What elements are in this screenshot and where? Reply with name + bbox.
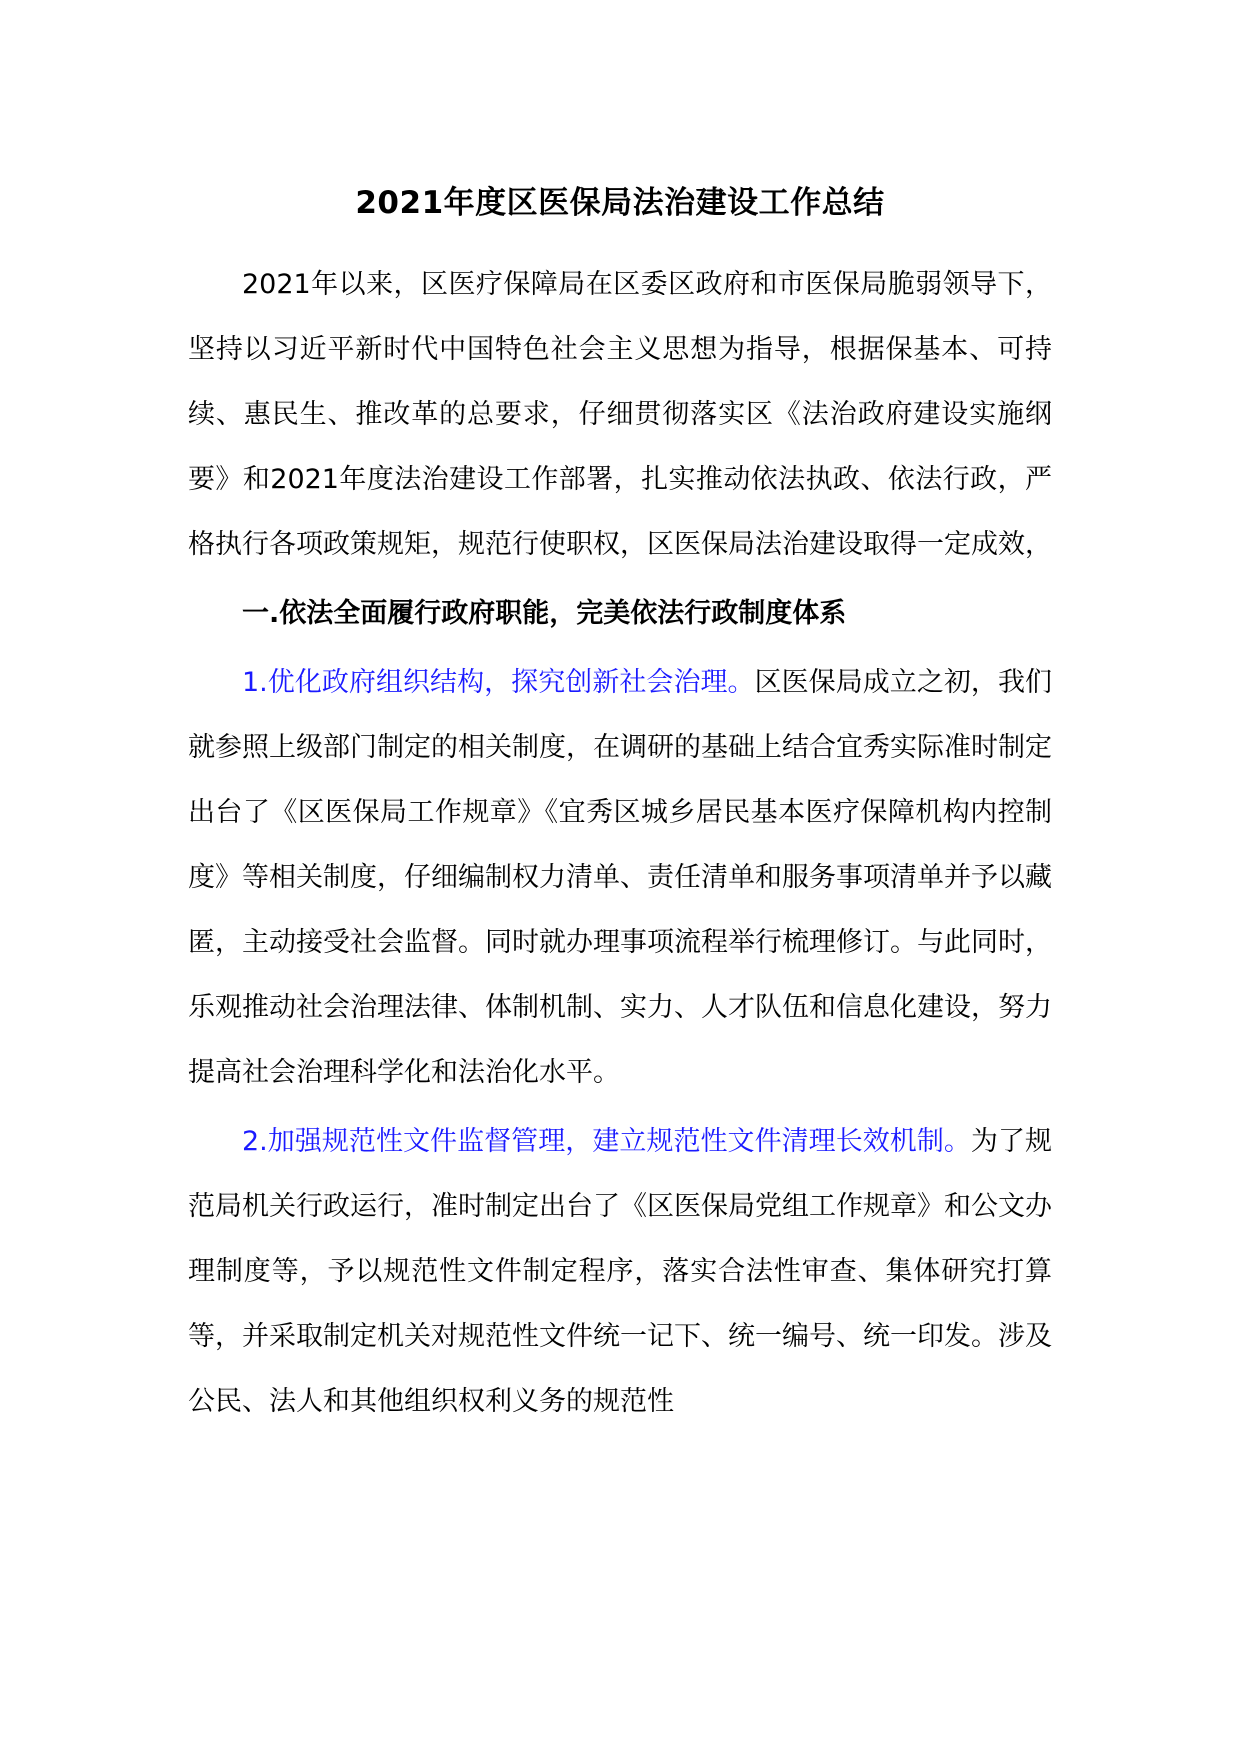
section-heading-1: 一.依法全面履行政府职能，完美依法行政制度体系	[242, 598, 847, 629]
document-page	[188, 176, 1052, 1438]
item-lead-2: 2.加强规范性文件监督管理，建立规范性文件清理长效机制。	[242, 1126, 971, 1157]
document-title: 2021年度区医保局法治建设工作总结	[355, 185, 885, 221]
item-lead-1: 1.优化政府组织结构，探究创新社会治理。	[242, 667, 755, 698]
item-body-2: 为了规范局机关行政运行，准时制定出台了《区医保局党组工作规章》和公文办理制度等，予以规范性文件制定程序，落实合法性审查、集体研究打算等，并采取制定机关对规范性文件统一记下、统一编号、统一印发。涉及公民、法人和其他组织权利义务的规范性	[188, 1126, 1053, 1417]
intro-paragraph: 2021年以来，区医疗保障局在区委区政府和市医保局脆弱领导下，坚持以习近平新时代中国特色社会主义思想为指导，根据保基本、可持续、惠民生、推改革的总要求，仔细贯彻落实区《法治政府建设实施纲要》和2021年度法治建设工作部署，扎实推动依法执政、依法行政，严格执行各项政策规矩，规范行使职权，区医保局法治建设取得一定成效，	[188, 269, 1052, 560]
item-paragraph-2	[188, 1109, 1052, 1434]
item-body-1: 区医保局成立之初，我们就参照上级部门制定的相关制度，在调研的基础上结合宜秀实际准时制定出台了《区医保局工作规章》《宜秀区城乡居民基本医疗保障机构内控制度》等相关制度，仔细编制权力清单、责任清单和服务事项清单并予以藏匿，主动接受社会监督。同时就办理事项流程举行梳理修订。与此同时，乐观推动社会治理法律、体制机制、实力、人才队伍和信息化建设，努力提高社会治理科学化和法治化水平。	[188, 667, 1053, 1088]
item-paragraph-1	[188, 650, 1052, 1105]
